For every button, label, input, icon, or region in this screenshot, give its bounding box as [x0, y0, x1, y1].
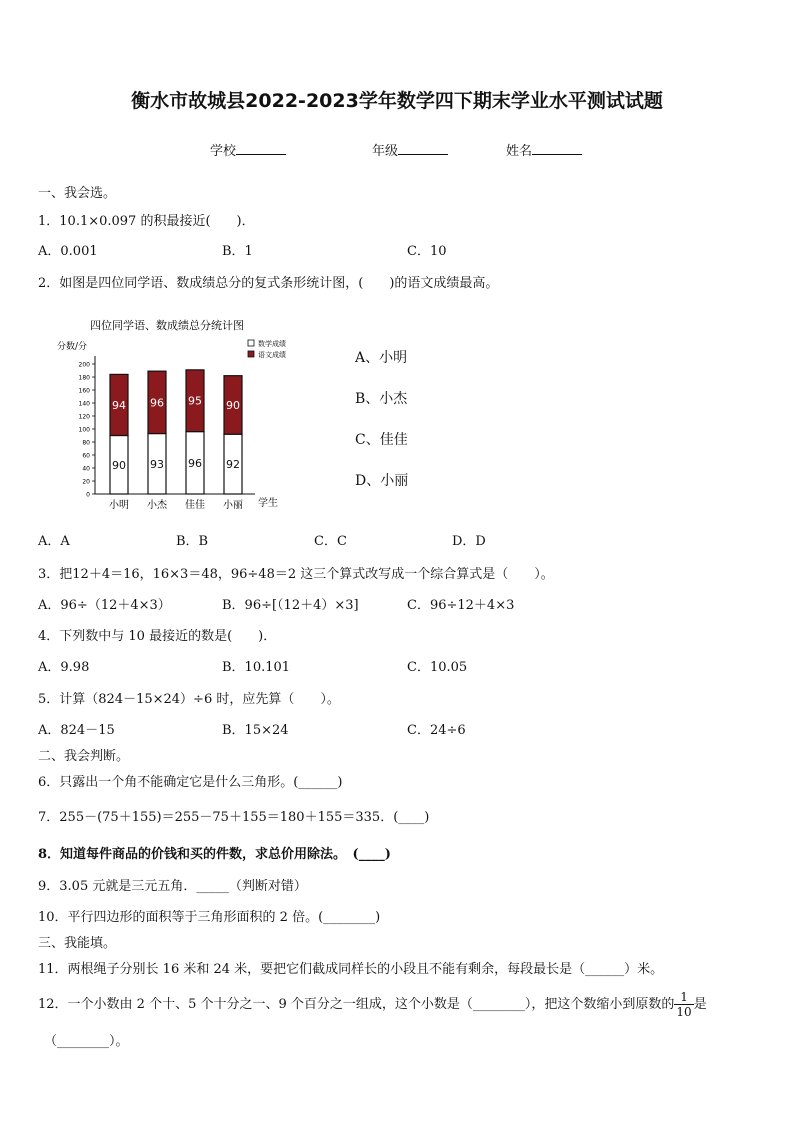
- y-tick-label: 80: [82, 439, 90, 447]
- question-3: 3．把12＋4＝16，16×3＝48，96÷48＝2 这三个算式改写成一个综合算式是（ ）。: [38, 567, 554, 582]
- section-2-heading: 二、我会判断。: [38, 749, 130, 764]
- fraction-denominator: 10: [676, 1005, 692, 1019]
- question-8: 8．知道每件商品的价钱和买的件数，求总价用除法。 (____): [38, 847, 391, 862]
- section-3-heading: 三、我能填。: [38, 936, 117, 951]
- q3-option-a: A．96÷（12＋4×3）: [38, 598, 171, 613]
- y-tick-label: 100: [78, 426, 90, 434]
- question-12-line2: （________）。: [44, 1034, 129, 1049]
- q5-option-a: A．824－15: [38, 723, 115, 738]
- q4-option-a: A．9.98: [38, 660, 90, 675]
- legend-label: 数学成绩: [258, 340, 286, 348]
- chart-option-d: D、小丽: [355, 473, 409, 489]
- legend-label: 语文成绩: [258, 351, 286, 359]
- chart-ylabel: 分数/分: [57, 342, 88, 352]
- bar-value-label: 95: [188, 394, 202, 408]
- y-tick-label: 0: [86, 491, 90, 499]
- question-10: 10．平行四边形的面积等于三角形面积的 2 倍。(________): [38, 910, 381, 925]
- bar-value-label: 93: [150, 457, 164, 471]
- fraction: [674, 990, 693, 1019]
- grade-blank[interactable]: [398, 140, 448, 155]
- q2-option-c: C．C: [314, 534, 347, 549]
- bar-value-label: 96: [150, 396, 164, 410]
- question-12: [38, 990, 707, 1019]
- name-field: [506, 140, 582, 159]
- chart-legend: [248, 339, 286, 359]
- question-7: 7．255－(75＋155)＝255－75＋155＝180＋155＝335．(____): [38, 810, 430, 825]
- q1-option-c: C．10: [407, 244, 447, 259]
- question-9: 9．3.05 元就是三元五角．_____（判断对错）: [38, 879, 307, 894]
- chart-option-a: A、小明: [355, 350, 408, 366]
- q4-option-b: B．10.101: [222, 660, 291, 675]
- y-tick-label: 140: [78, 400, 90, 408]
- bar-value-label: 92: [226, 458, 240, 472]
- question-6: 6．只露出一个角不能确定它是什么三角形。(______): [38, 775, 343, 790]
- legend-swatch: [248, 340, 254, 346]
- chart-option-b: B、小杰: [355, 391, 408, 407]
- question-2: 2．如图是四位同学语、数成绩总分的复式条形统计图，( )的语文成绩最高。: [38, 276, 499, 291]
- q2-option-a: A．A: [38, 534, 70, 549]
- category-label: 小杰: [147, 500, 167, 511]
- chart-option-c: C、佳佳: [355, 432, 408, 448]
- q3-option-c: C．96÷12＋4×3: [407, 598, 515, 613]
- q2-option-d: D．D: [452, 534, 486, 549]
- chart-title: 四位同学语、数成绩总分统计图: [90, 319, 244, 332]
- grade-label: 年级: [372, 144, 399, 159]
- bar-value-label: 94: [112, 398, 126, 412]
- q1-option-a: A．0.001: [38, 244, 98, 259]
- name-blank[interactable]: [532, 140, 582, 155]
- y-tick-label: 180: [78, 374, 90, 382]
- school-label: 学校: [210, 144, 237, 159]
- q1-option-b: B．1: [222, 244, 253, 259]
- school-field: [210, 140, 286, 159]
- category-label: 佳佳: [185, 500, 205, 511]
- chart-xlabel: 学生: [258, 498, 278, 509]
- question-12-tail: 是: [693, 997, 707, 1012]
- question-5: 5．计算（824－15×24）÷6 时，应先算（ ）。: [38, 692, 340, 707]
- chart-bars: [109, 370, 243, 511]
- y-tick-label: 160: [78, 387, 90, 395]
- question-12-text: 12．一个小数由 2 个十、5 个十分之一、9 个百分之一组成，这个小数是（________），把这个数缩小到原数的: [38, 997, 675, 1012]
- school-blank[interactable]: [236, 140, 286, 155]
- question-4: 4．下列数中与 10 最接近的数是( )．: [38, 629, 277, 644]
- q3-option-b: B．96÷[（12＋4）×3]: [222, 598, 359, 613]
- bar-value-label: 96: [188, 456, 202, 470]
- y-tick-label: 60: [82, 452, 90, 460]
- grade-field: [372, 140, 448, 159]
- bar-value-label: 90: [226, 398, 240, 412]
- category-label: 小明: [109, 500, 129, 511]
- legend-swatch: [248, 351, 254, 357]
- category-label: 小丽: [223, 500, 243, 511]
- bar-value-label: 90: [112, 458, 126, 472]
- y-tick-label: 40: [82, 465, 90, 473]
- q5-option-b: B．15×24: [222, 723, 289, 738]
- q2-option-b: B．B: [176, 534, 209, 549]
- y-tick-label: 200: [78, 361, 90, 369]
- section-1-heading: 一、我会选。: [38, 186, 117, 201]
- bar-chart: [55, 316, 315, 516]
- q5-option-c: C．24÷6: [407, 723, 466, 738]
- q4-option-c: C．10.05: [407, 660, 468, 675]
- question-11: 11．两根绳子分别长 16 米和 24 米，要把它们截成同样长的小段且不能有剩余，每段最长是（______）米。: [38, 962, 664, 977]
- question-1: 1．10.1×0.097 的积最接近( )．: [38, 214, 255, 229]
- page-title: 衡水市故城县2022-2023学年数学四下期末学业水平测试试题: [131, 90, 663, 112]
- name-label: 姓名: [506, 144, 533, 159]
- y-tick-label: 20: [82, 478, 90, 486]
- fraction-numerator: 1: [674, 990, 693, 1005]
- y-tick-label: 120: [78, 413, 90, 421]
